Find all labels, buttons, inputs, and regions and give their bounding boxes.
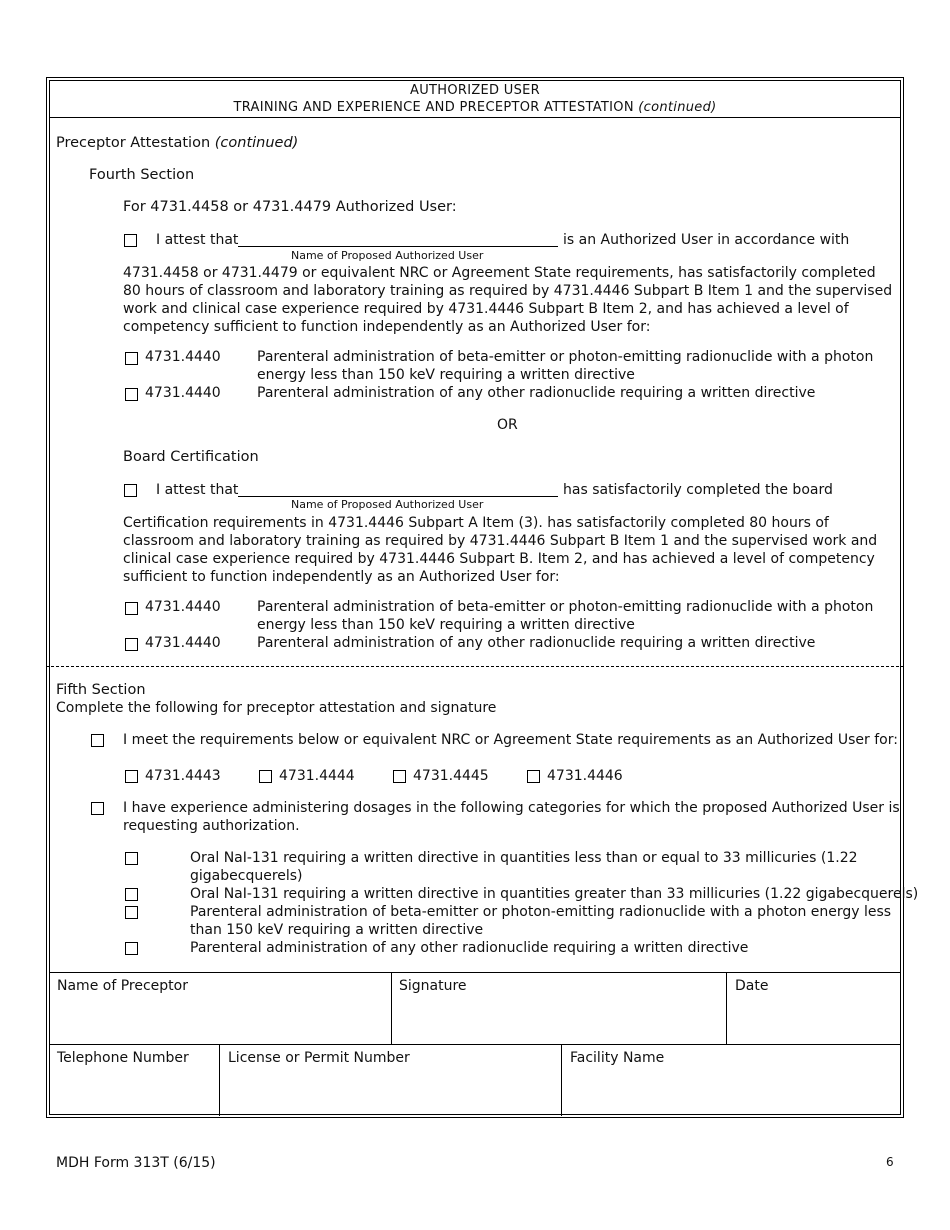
page-number: 6 bbox=[886, 1155, 894, 1169]
attest-b-suffix: has satisfactorily completed the board bbox=[563, 482, 833, 498]
code-4443-checkbox[interactable] bbox=[125, 770, 138, 783]
telephone-cell[interactable] bbox=[49, 1044, 220, 1116]
preceptor-name-label: Name of Preceptor bbox=[57, 978, 188, 994]
header-line2: TRAINING AND EXPERIENCE AND PRECEPTOR ATTESTATION (continued) bbox=[233, 100, 717, 115]
fourth-section-title: Fourth Section bbox=[89, 167, 195, 183]
category-1-checkbox[interactable] bbox=[125, 852, 138, 865]
item-a1-text-cont: energy less than 150 keV requiring a written directive bbox=[257, 367, 635, 383]
code-4446-label: 4731.4446 bbox=[547, 768, 623, 784]
item-a1-checkbox[interactable] bbox=[125, 352, 138, 365]
code-4444-label: 4731.4444 bbox=[279, 768, 355, 784]
fifth-section-title: Fifth Section bbox=[56, 682, 146, 698]
form-number: MDH Form 313T (6/15) bbox=[56, 1155, 216, 1171]
preceptor-title: Preceptor Attestation (continued) bbox=[56, 135, 299, 151]
telephone-label: Telephone Number bbox=[57, 1050, 189, 1066]
meet-requirements-checkbox[interactable] bbox=[91, 734, 104, 747]
fourth-intro: For 4731.4458 or 4731.4479 Authorized User: bbox=[123, 199, 457, 215]
attest-a-paragraph: 4731.4458 or 4731.4479 or equivalent NRC or Agreement State requirements, has satisfactorily completed 80 hours of classroom and laboratory training as required by 4731.4446 Subpart B Item 1 and the supervised work and clinical case experience required by 4731.4446 Subpart B Item 2, and has achieved a level of competency sufficient to function independently as an Authorized User for: bbox=[123, 265, 893, 335]
proposed-user-name-field-a[interactable] bbox=[238, 246, 558, 247]
item-b2-code: 4731.4440 bbox=[145, 635, 221, 651]
category-3-text: Parenteral administration of beta-emitter or photon-emitting radionuclide with a photon energy less bbox=[190, 904, 892, 920]
proposed-user-name-field-b[interactable] bbox=[238, 496, 558, 497]
category-4-text: Parenteral administration of any other radionuclide requiring a written directive bbox=[190, 940, 749, 956]
facility-cell[interactable] bbox=[562, 1044, 901, 1116]
item-b1-code: 4731.4440 bbox=[145, 599, 221, 615]
signature-label: Signature bbox=[399, 978, 467, 994]
item-b1-text: Parenteral administration of beta-emitter or photon-emitting radionuclide with a photon bbox=[257, 599, 874, 615]
category-3-text-cont: than 150 keV requiring a written directive bbox=[190, 922, 484, 938]
item-a2-checkbox[interactable] bbox=[125, 388, 138, 401]
attest-a-suffix: is an Authorized User in accordance with bbox=[563, 232, 850, 248]
date-cell[interactable] bbox=[727, 972, 901, 1044]
category-3-checkbox[interactable] bbox=[125, 906, 138, 919]
item-b2-checkbox[interactable] bbox=[125, 638, 138, 651]
license-label: License or Permit Number bbox=[228, 1050, 410, 1066]
facility-label: Facility Name bbox=[570, 1050, 665, 1066]
code-4443-label: 4731.4443 bbox=[145, 768, 221, 784]
preceptor-name-cell[interactable] bbox=[49, 972, 392, 1044]
attest-b-checkbox[interactable] bbox=[124, 484, 137, 497]
attest-a-checkbox[interactable] bbox=[124, 234, 137, 247]
license-cell[interactable] bbox=[220, 1044, 562, 1116]
meet-requirements-text: I meet the requirements below or equivalent NRC or Agreement State requirements as an Authorized User for: bbox=[123, 732, 898, 748]
name-caption-b: Name of Proposed Authorized User bbox=[291, 498, 484, 511]
experience-checkbox[interactable] bbox=[91, 802, 104, 815]
section-divider bbox=[46, 666, 904, 667]
header-line1: AUTHORIZED USER bbox=[410, 83, 540, 98]
item-b2-text: Parenteral administration of any other radionuclide requiring a written directive bbox=[257, 635, 816, 651]
attest-a-prefix: I attest that bbox=[156, 232, 239, 248]
category-4-checkbox[interactable] bbox=[125, 942, 138, 955]
category-1-text: Oral NaI-131 requiring a written directive in quantities less than or equal to 33 millicuries (1.22 bbox=[190, 850, 858, 866]
code-4445-checkbox[interactable] bbox=[393, 770, 406, 783]
category-2-text: Oral NaI-131 requiring a written directive in quantities greater than 33 millicuries (1.22 gigabecquerels) bbox=[190, 886, 919, 902]
item-a2-code: 4731.4440 bbox=[145, 385, 221, 401]
attest-b-paragraph: Certification requirements in 4731.4446 Subpart A Item (3). has satisfactorily completed 80 hours of classroom and laboratory training as required by 4731.4446 Subpart B Item 1 and the supervised work and clinical case experience required by 4731.4446 Subpart B. Item 2, and has achieved a level of competency sufficient to function independently as an Authorized User for: bbox=[123, 515, 878, 585]
board-certification-title: Board Certification bbox=[123, 449, 259, 465]
experience-text-cont: requesting authorization. bbox=[123, 818, 300, 834]
item-a1-code: 4731.4440 bbox=[145, 349, 221, 365]
name-caption-a: Name of Proposed Authorized User bbox=[291, 249, 484, 262]
item-b1-text-cont: energy less than 150 keV requiring a written directive bbox=[257, 617, 635, 633]
item-b1-checkbox[interactable] bbox=[125, 602, 138, 615]
item-a2-text: Parenteral administration of any other radionuclide requiring a written directive bbox=[257, 385, 816, 401]
code-4445-label: 4731.4445 bbox=[413, 768, 489, 784]
experience-text: I have experience administering dosages in the following categories for which the proposed Authorized User is bbox=[123, 800, 900, 816]
category-1-text-cont: gigabecquerels) bbox=[190, 868, 303, 884]
code-4446-checkbox[interactable] bbox=[527, 770, 540, 783]
item-a1-text: Parenteral administration of beta-emitter or photon-emitting radionuclide with a photon bbox=[257, 349, 874, 365]
fifth-subtitle: Complete the following for preceptor attestation and signature bbox=[56, 700, 497, 716]
attest-b-prefix: I attest that bbox=[156, 482, 239, 498]
date-label: Date bbox=[735, 978, 769, 994]
signature-cell[interactable] bbox=[391, 972, 727, 1044]
category-2-checkbox[interactable] bbox=[125, 888, 138, 901]
or-separator: OR bbox=[497, 417, 518, 433]
form-header bbox=[50, 81, 900, 118]
code-4444-checkbox[interactable] bbox=[259, 770, 272, 783]
